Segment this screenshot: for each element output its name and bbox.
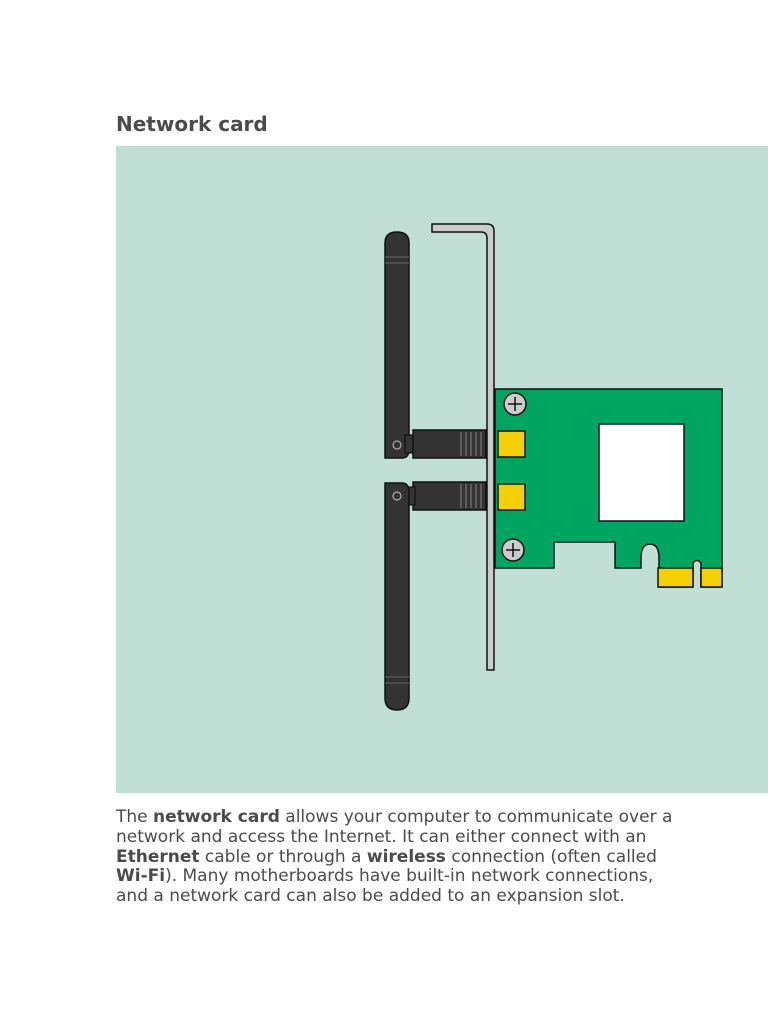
network-card-illustration — [116, 146, 768, 793]
antenna-port — [498, 431, 525, 457]
term-wi-fi: Wi-Fi — [116, 866, 166, 887]
screw-icon — [502, 539, 524, 561]
description-text: allows your computer to communicate over a network and access the Internet. It can either connect with an — [116, 807, 673, 847]
term-network-card: network card — [153, 807, 280, 827]
description-text: connection (often called — [445, 846, 657, 867]
term-ethernet: Ethernet — [116, 846, 200, 867]
page-title: Network card — [116, 112, 268, 136]
edge-contact — [658, 568, 693, 587]
antenna-icon — [385, 482, 486, 710]
description-text: The — [116, 807, 154, 827]
term-wireless: wireless — [366, 846, 446, 867]
antenna-port — [498, 484, 525, 510]
chip — [599, 424, 684, 521]
antenna-icon — [385, 232, 486, 458]
description-text: ). Many motherboards have built-in network connections, and a network card can also be added to an expansion slot. — [116, 866, 654, 907]
edge-contact — [701, 568, 722, 587]
screw-icon — [504, 393, 526, 415]
network-card-diagram — [116, 146, 768, 793]
description-paragraph — [116, 808, 676, 907]
description-text: cable or through a — [199, 846, 367, 867]
